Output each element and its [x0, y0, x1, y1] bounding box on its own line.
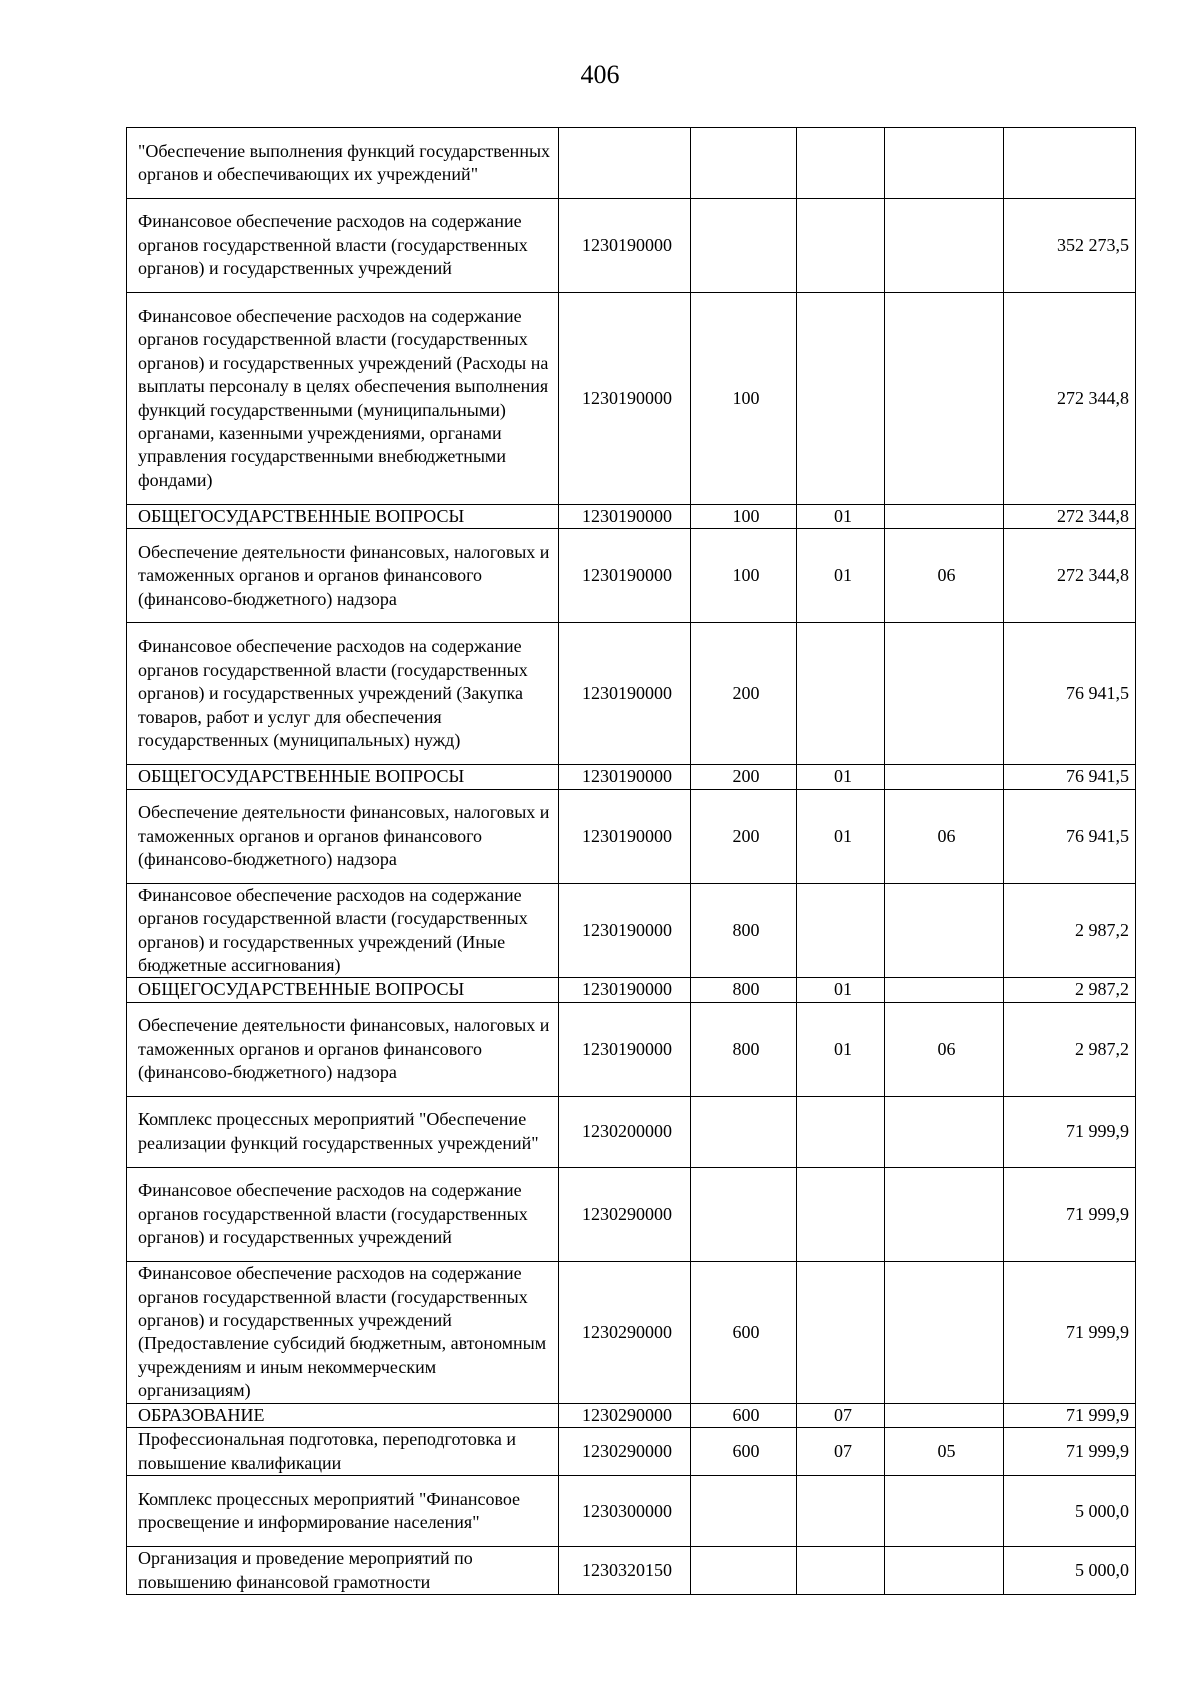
- section-cell: 01: [797, 789, 885, 883]
- amount-cell: 76 941,5: [1004, 765, 1136, 789]
- expense-name-cell: Финансовое обеспечение расходов на содержание органов государственной власти (государственных органов) и государственных учреждений: [127, 1167, 559, 1261]
- section-cell: [797, 199, 885, 293]
- expense-name-cell: Организация и проведение мероприятий по повышению финансовой грамотности: [127, 1547, 559, 1595]
- expense-type-cell: [691, 1096, 797, 1167]
- amount-cell: 76 941,5: [1004, 789, 1136, 883]
- section-cell: 01: [797, 1002, 885, 1096]
- subsection-cell: [885, 1167, 1004, 1261]
- expense-name-cell: ОБРАЗОВАНИЕ: [127, 1403, 559, 1427]
- target-code-cell: 1230290000: [559, 1428, 691, 1476]
- expense-type-cell: 600: [691, 1403, 797, 1427]
- section-cell: [797, 1476, 885, 1547]
- subsection-cell: [885, 505, 1004, 529]
- amount-cell: 2 987,2: [1004, 1002, 1136, 1096]
- expense-name-cell: ОБЩЕГОСУДАРСТВЕННЫЕ ВОПРОСЫ: [127, 765, 559, 789]
- subsection-cell: [885, 1476, 1004, 1547]
- target-code-cell: 1230320150: [559, 1547, 691, 1595]
- target-code-cell: 1230290000: [559, 1403, 691, 1427]
- expense-type-cell: 800: [691, 883, 797, 978]
- amount-cell: 272 344,8: [1004, 293, 1136, 505]
- target-code-cell: 1230190000: [559, 623, 691, 765]
- expense-type-cell: 200: [691, 765, 797, 789]
- expense-type-cell: [691, 1547, 797, 1595]
- subsection-cell: [885, 883, 1004, 978]
- amount-cell: 71 999,9: [1004, 1403, 1136, 1427]
- section-cell: [797, 1261, 885, 1403]
- expense-name-cell: "Обеспечение выполнения функций государственных органов и обеспечивающих их учреждений": [127, 128, 559, 199]
- expense-type-cell: [691, 199, 797, 293]
- expense-type-cell: 100: [691, 529, 797, 623]
- page-number: 406: [580, 60, 620, 89]
- subsection-cell: [885, 1096, 1004, 1167]
- table-row: [127, 1428, 1136, 1476]
- table-row: [127, 978, 1136, 1002]
- section-cell: [797, 128, 885, 199]
- amount-cell: 272 344,8: [1004, 505, 1136, 529]
- table-row: [127, 505, 1136, 529]
- subsection-cell: 06: [885, 529, 1004, 623]
- target-code-cell: 1230290000: [559, 1167, 691, 1261]
- amount-cell: 76 941,5: [1004, 623, 1136, 765]
- target-code-cell: 1230190000: [559, 529, 691, 623]
- target-code-cell: 1230190000: [559, 199, 691, 293]
- target-code-cell: 1230290000: [559, 1261, 691, 1403]
- table-row: [127, 765, 1136, 789]
- table-row: [127, 199, 1136, 293]
- section-cell: 01: [797, 765, 885, 789]
- expense-name-cell: Профессиональная подготовка, переподготовка и повышение квалификации: [127, 1428, 559, 1476]
- subsection-cell: 05: [885, 1428, 1004, 1476]
- expense-name-cell: Обеспечение деятельности финансовых, налоговых и таможенных органов и органов финансового (финансово-бюджетного) надзора: [127, 1002, 559, 1096]
- expense-type-cell: 800: [691, 1002, 797, 1096]
- table-row: [127, 1403, 1136, 1427]
- expense-type-cell: [691, 1167, 797, 1261]
- subsection-cell: [885, 1261, 1004, 1403]
- table-row: [127, 883, 1136, 978]
- table-row: [127, 1167, 1136, 1261]
- amount-cell: 71 999,9: [1004, 1261, 1136, 1403]
- budget-table: [126, 127, 1136, 1595]
- expense-type-cell: 100: [691, 293, 797, 505]
- subsection-cell: 06: [885, 1002, 1004, 1096]
- expense-name-cell: Финансовое обеспечение расходов на содержание органов государственной власти (государственных органов) и государственных учреждений (Расходы на выплаты персоналу в целях обеспечения выполнения функций государственными (муниципальными) органами, казенными учреждениями, органами управления государственными внебюджетными фондами): [127, 293, 559, 505]
- table-row: [127, 1261, 1136, 1403]
- amount-cell: 71 999,9: [1004, 1428, 1136, 1476]
- amount-cell: 272 344,8: [1004, 529, 1136, 623]
- table-row: [127, 1547, 1136, 1595]
- amount-cell: 71 999,9: [1004, 1167, 1136, 1261]
- expense-name-cell: Обеспечение деятельности финансовых, налоговых и таможенных органов и органов финансового (финансово-бюджетного) надзора: [127, 529, 559, 623]
- expense-name-cell: Комплекс процессных мероприятий "Финансовое просвещение и информирование населения": [127, 1476, 559, 1547]
- expense-type-cell: 600: [691, 1428, 797, 1476]
- expense-name-cell: Финансовое обеспечение расходов на содержание органов государственной власти (государственных органов) и государственных учреждений (Закупка товаров, работ и услуг для обеспечения государственных (муниципальных) нужд): [127, 623, 559, 765]
- table-row: [127, 529, 1136, 623]
- target-code-cell: 1230300000: [559, 1476, 691, 1547]
- section-cell: 07: [797, 1428, 885, 1476]
- expense-type-cell: 100: [691, 505, 797, 529]
- amount-cell: 2 987,2: [1004, 978, 1136, 1002]
- expense-name-cell: Финансовое обеспечение расходов на содержание органов государственной власти (государственных органов) и государственных учреждений: [127, 199, 559, 293]
- table-row: [127, 293, 1136, 505]
- target-code-cell: 1230190000: [559, 1002, 691, 1096]
- expense-name-cell: ОБЩЕГОСУДАРСТВЕННЫЕ ВОПРОСЫ: [127, 505, 559, 529]
- expense-type-cell: 600: [691, 1261, 797, 1403]
- table-row: [127, 128, 1136, 199]
- amount-cell: 352 273,5: [1004, 199, 1136, 293]
- subsection-cell: [885, 1403, 1004, 1427]
- subsection-cell: [885, 293, 1004, 505]
- expense-type-cell: 800: [691, 978, 797, 1002]
- subsection-cell: [885, 199, 1004, 293]
- target-code-cell: 1230190000: [559, 505, 691, 529]
- amount-cell: 5 000,0: [1004, 1476, 1136, 1547]
- budget-table-body: [127, 128, 1136, 1595]
- section-cell: [797, 293, 885, 505]
- subsection-cell: 06: [885, 789, 1004, 883]
- section-cell: [797, 883, 885, 978]
- section-cell: [797, 1167, 885, 1261]
- section-cell: [797, 1547, 885, 1595]
- expense-type-cell: [691, 128, 797, 199]
- target-code-cell: 1230190000: [559, 978, 691, 1002]
- subsection-cell: [885, 128, 1004, 199]
- section-cell: 01: [797, 529, 885, 623]
- target-code-cell: 1230200000: [559, 1096, 691, 1167]
- section-cell: [797, 623, 885, 765]
- section-cell: [797, 1096, 885, 1167]
- target-code-cell: 1230190000: [559, 765, 691, 789]
- section-cell: 01: [797, 978, 885, 1002]
- subsection-cell: [885, 978, 1004, 1002]
- expense-name-cell: Финансовое обеспечение расходов на содержание органов государственной власти (государственных органов) и государственных учреждений (Иные бюджетные ассигнования): [127, 883, 559, 978]
- amount-cell: [1004, 128, 1136, 199]
- target-code-cell: 1230190000: [559, 789, 691, 883]
- target-code-cell: 1230190000: [559, 293, 691, 505]
- subsection-cell: [885, 1547, 1004, 1595]
- subsection-cell: [885, 765, 1004, 789]
- section-cell: 07: [797, 1403, 885, 1427]
- table-row: [127, 623, 1136, 765]
- expense-name-cell: Финансовое обеспечение расходов на содержание органов государственной власти (государственных органов) и государственных учреждений (Предоставление субсидий бюджетным, автономным учреждениям и иным некоммерческим организациям): [127, 1261, 559, 1403]
- expense-type-cell: 200: [691, 623, 797, 765]
- amount-cell: 71 999,9: [1004, 1096, 1136, 1167]
- amount-cell: 2 987,2: [1004, 883, 1136, 978]
- table-row: [127, 1002, 1136, 1096]
- subsection-cell: [885, 623, 1004, 765]
- table-row: [127, 1476, 1136, 1547]
- expense-name-cell: ОБЩЕГОСУДАРСТВЕННЫЕ ВОПРОСЫ: [127, 978, 559, 1002]
- amount-cell: 5 000,0: [1004, 1547, 1136, 1595]
- section-cell: 01: [797, 505, 885, 529]
- target-code-cell: 1230190000: [559, 883, 691, 978]
- expense-name-cell: Комплекс процессных мероприятий "Обеспечение реализации функций государственных учреждений": [127, 1096, 559, 1167]
- expense-type-cell: 200: [691, 789, 797, 883]
- expense-name-cell: Обеспечение деятельности финансовых, налоговых и таможенных органов и органов финансового (финансово-бюджетного) надзора: [127, 789, 559, 883]
- table-row: [127, 789, 1136, 883]
- target-code-cell: [559, 128, 691, 199]
- expense-type-cell: [691, 1476, 797, 1547]
- table-row: [127, 1096, 1136, 1167]
